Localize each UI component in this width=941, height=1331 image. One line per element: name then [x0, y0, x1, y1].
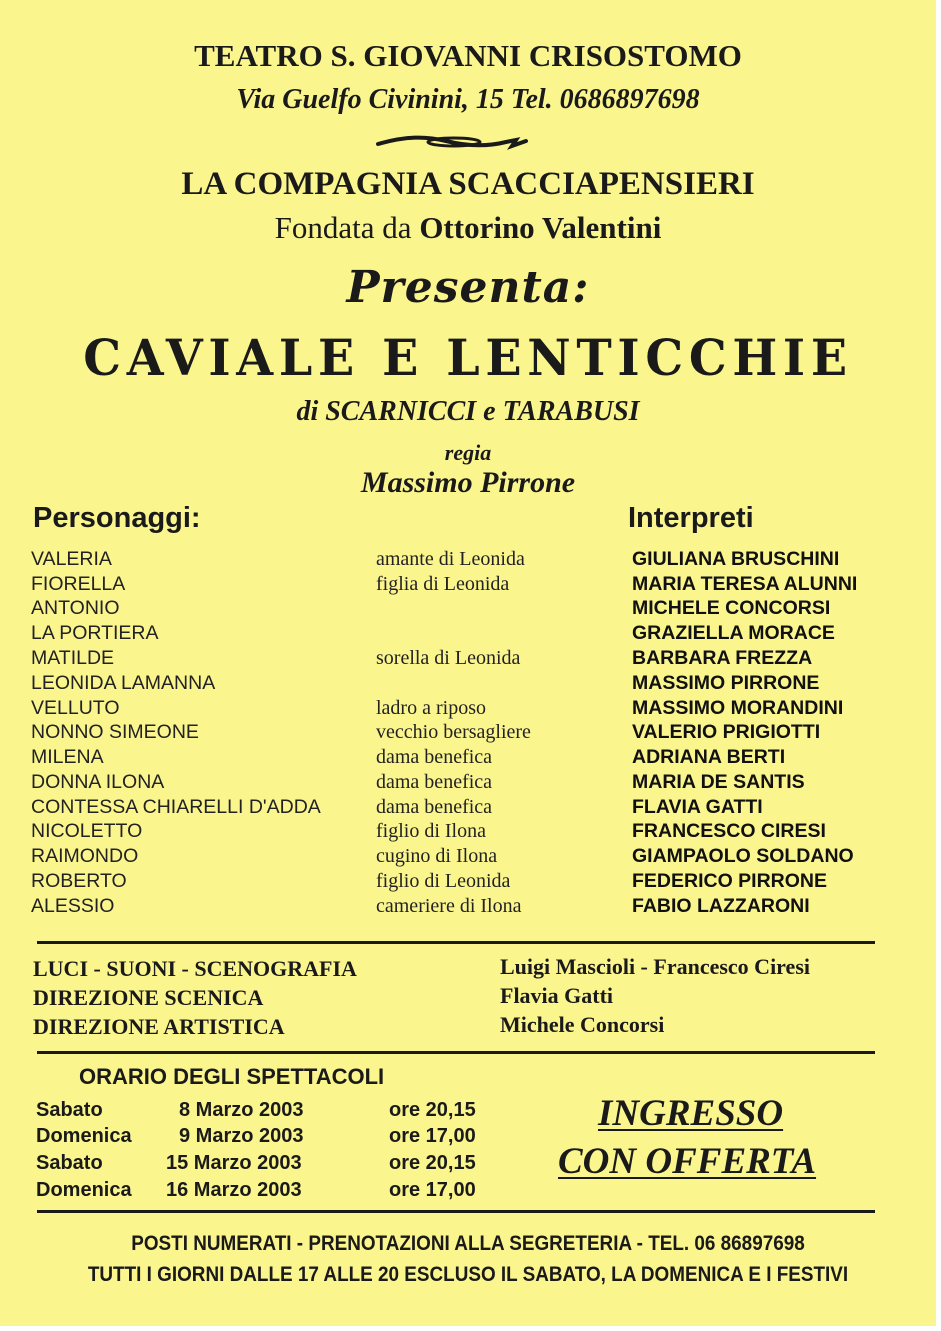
actor-name: ADRIANA BERTI: [632, 746, 786, 768]
cast-row: [0, 622, 936, 647]
character-name: FIORELLA: [31, 573, 126, 595]
character-role: vecchio bersagliere: [376, 721, 531, 743]
character-role: ladro a riposo: [376, 697, 486, 719]
schedule-time: ore 20,15: [389, 1152, 476, 1174]
footer-booking-info: POSTI NUMERATI - PRENOTAZIONI ALLA SEGRETERIA - TEL. 06 86897698: [131, 1232, 805, 1255]
schedule-day: Domenica: [36, 1179, 132, 1201]
character-name: ANTONIO: [31, 597, 120, 619]
character-name: DONNA ILONA: [31, 771, 165, 793]
character-role: figlio di Ilona: [376, 820, 486, 842]
actor-name: FABIO LAZZARONI: [632, 895, 810, 917]
character-role: cugino di Ilona: [376, 845, 498, 867]
character-name: LA PORTIERA: [31, 622, 159, 644]
director-name: Massimo Pirrone: [360, 466, 576, 499]
divider: [37, 1051, 875, 1054]
play-authors: di SCARNICCI e TARABUSI: [296, 396, 640, 427]
character-name: VELLUTO: [31, 697, 120, 719]
entry-notice-line1: INGRESSO: [598, 1093, 784, 1134]
character-role: figlia di Leonida: [376, 573, 510, 595]
schedule-day: Sabato: [36, 1152, 103, 1174]
crew-names: Michele Concorsi: [500, 1012, 665, 1037]
actor-name: MASSIMO PIRRONE: [632, 672, 820, 694]
founder-name: Ottorino Valentini: [419, 210, 662, 245]
schedule-heading: ORARIO DEGLI SPETTACOLI: [79, 1064, 385, 1089]
schedule-day: Domenica: [36, 1125, 132, 1147]
crew-label: LUCI - SUONI - SCENOGRAFIA: [33, 956, 357, 981]
theatre-address: Via Guelfo Civinini, 15 Tel. 0686897698: [236, 84, 700, 115]
founder-line: [0, 210, 936, 246]
play-title: CAVIALE E LENTICCHIE: [83, 328, 853, 387]
performers-heading: Interpreti: [628, 502, 754, 534]
divider: [37, 941, 875, 944]
actor-name: BARBARA FREZZA: [632, 647, 813, 669]
actor-name: FLAVIA GATTI: [632, 796, 763, 818]
actor-name: MARIA TERESA ALUNNI: [632, 573, 858, 595]
cast-row: [0, 746, 936, 771]
character-name: NONNO SIMEONE: [31, 721, 199, 743]
character-role: amante di Leonida: [376, 548, 525, 570]
character-role: cameriere di Ilona: [376, 895, 522, 917]
character-name: VALERIA: [31, 548, 112, 570]
actor-name: MARIA DE SANTIS: [632, 771, 805, 793]
actor-name: MASSIMO MORANDINI: [632, 697, 844, 719]
cast-row: [0, 548, 936, 573]
schedule-time: ore 20,15: [389, 1099, 476, 1121]
cast-row: [0, 870, 936, 895]
character-name: CONTESSA CHIARELLI D'ADDA: [31, 796, 321, 818]
character-role: dama benefica: [376, 771, 493, 793]
character-name: ROBERTO: [31, 870, 127, 892]
crew-names: Flavia Gatti: [500, 983, 614, 1008]
presents-label: Presenta:: [346, 262, 590, 313]
character-name: MILENA: [31, 746, 104, 768]
cast-row: [0, 672, 936, 697]
theatre-name: TEATRO S. GIOVANNI CRISOSTOMO: [194, 38, 742, 73]
footer-hours-info: TUTTI I GIORNI DALLE 17 ALLE 20 ESCLUSO IL SABATO, LA DOMENICA E I FESTIVI: [87, 1263, 849, 1286]
entry-notice-line2: CON OFFERTA: [558, 1141, 817, 1182]
cast-row: [0, 771, 936, 796]
crew-label: DIREZIONE SCENICA: [33, 985, 264, 1010]
schedule-time: ore 17,00: [389, 1125, 476, 1147]
character-name: NICOLETTO: [31, 820, 143, 842]
cast-row: [0, 721, 936, 746]
schedule-day: Sabato: [36, 1099, 103, 1121]
company-name: LA COMPAGNIA SCACCIAPENSIERI: [181, 166, 755, 202]
regia-label: regia: [444, 440, 492, 465]
schedule-date: 16 Marzo 2003: [166, 1179, 302, 1201]
cast-row: [0, 820, 936, 845]
character-role: figlio di Leonida: [376, 870, 511, 892]
cast-row: [0, 895, 936, 920]
schedule-time: ore 17,00: [389, 1179, 476, 1201]
ornament-swirl-icon: [376, 132, 536, 152]
cast-row: [0, 697, 936, 722]
cast-row: [0, 647, 936, 672]
actor-name: MICHELE CONCORSI: [632, 597, 831, 619]
cast-row: [0, 845, 936, 870]
crew-label: DIREZIONE ARTISTICA: [33, 1014, 285, 1039]
actor-name: GIAMPAOLO SOLDANO: [632, 845, 854, 867]
founder-prefix: Fondata da: [274, 210, 412, 245]
actor-name: GIULIANA BRUSCHINI: [632, 548, 840, 570]
characters-heading: Personaggi:: [33, 502, 201, 534]
cast-row: [0, 573, 936, 598]
cast-row: [0, 597, 936, 622]
divider: [37, 1210, 875, 1213]
character-name: ALESSIO: [31, 895, 115, 917]
cast-row: [0, 796, 936, 821]
crew-names: Luigi Mascioli - Francesco Ciresi: [500, 954, 810, 979]
actor-name: FEDERICO PIRRONE: [632, 870, 828, 892]
actor-name: VALERIO PRIGIOTTI: [632, 721, 821, 743]
schedule-date: 15 Marzo 2003: [166, 1152, 302, 1174]
actor-name: GRAZIELLA MORACE: [632, 622, 835, 644]
character-name: MATILDE: [31, 647, 115, 669]
character-name: LEONIDA LAMANNA: [31, 672, 216, 694]
character-role: sorella di Leonida: [376, 647, 521, 669]
schedule-date: 9 Marzo 2003: [179, 1125, 304, 1147]
actor-name: FRANCESCO CIRESI: [632, 820, 826, 842]
character-role: dama benefica: [376, 796, 493, 818]
character-role: dama benefica: [376, 746, 493, 768]
schedule-date: 8 Marzo 2003: [179, 1099, 304, 1121]
character-name: RAIMONDO: [31, 845, 139, 867]
